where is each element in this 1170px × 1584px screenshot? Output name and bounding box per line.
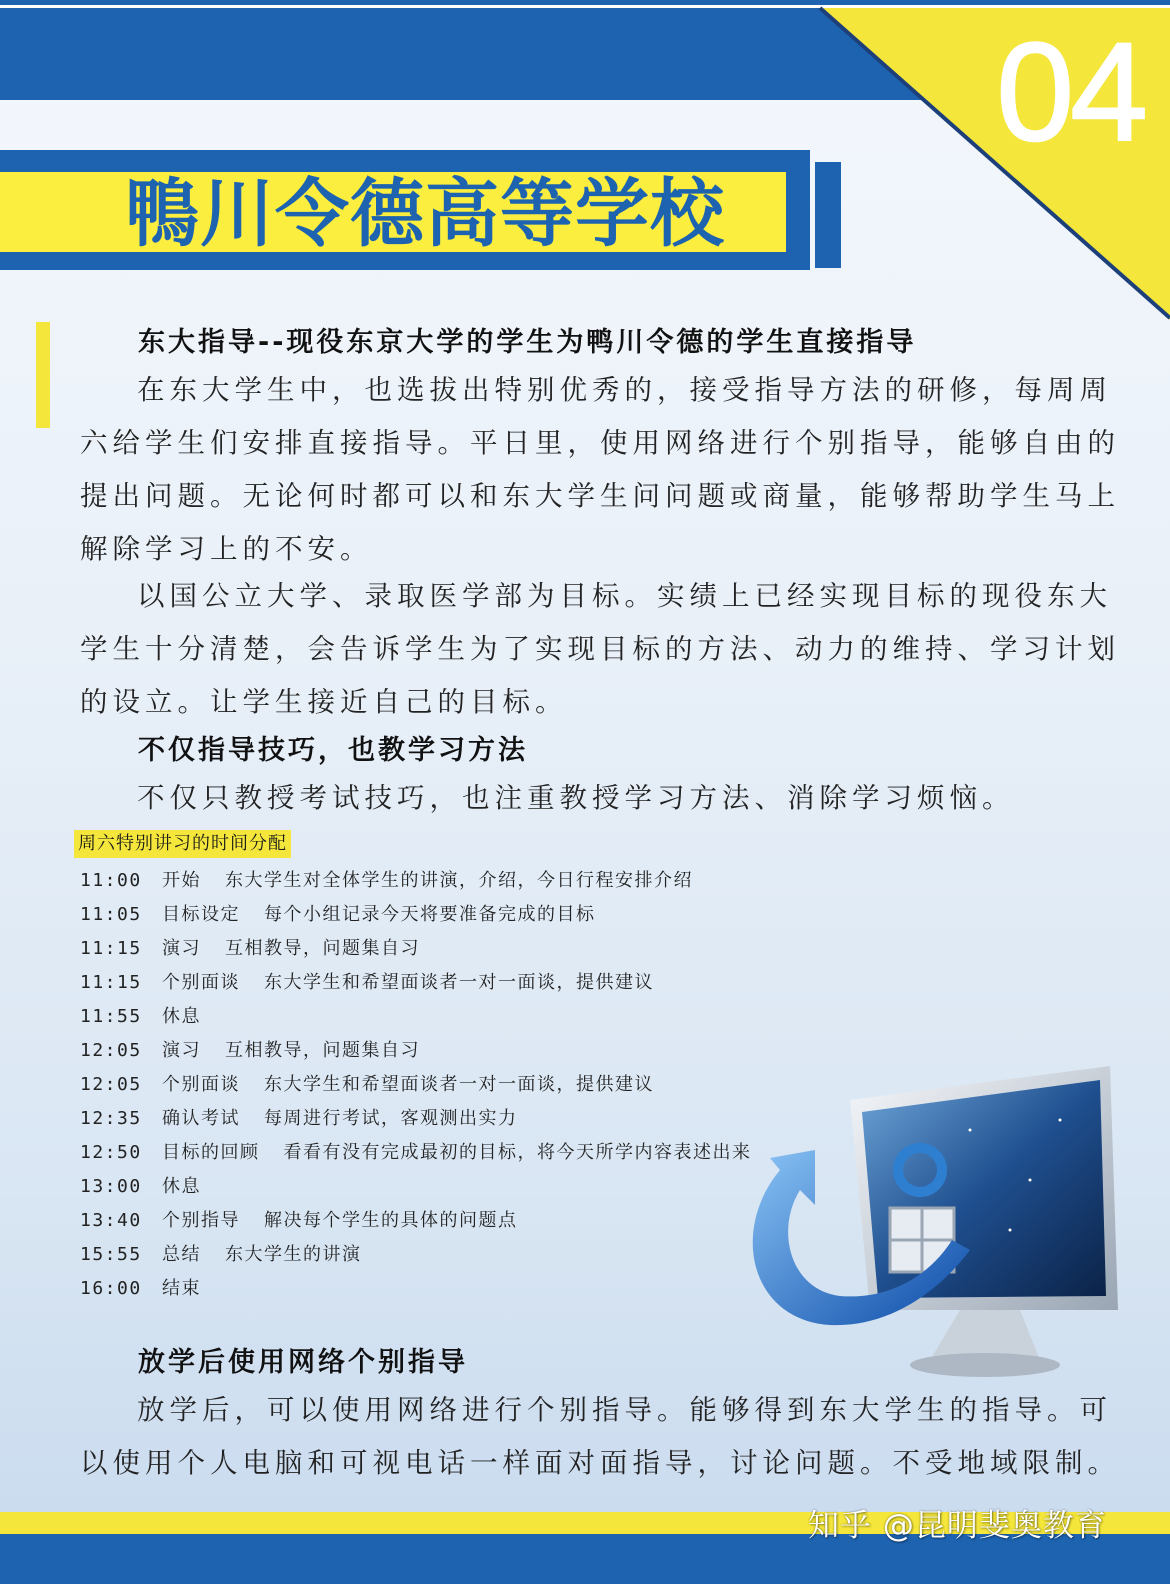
title-side-bar xyxy=(815,162,841,268)
schedule-time: 12:35 xyxy=(80,1108,142,1129)
paragraph: 放学后，可以使用网络进行个别指导。能够得到东大学生的指导。可以使用个人电脑和可视电话一样面对面指导，讨论问题。不受地域限制。 xyxy=(80,1394,1120,1479)
schedule-time: 12:05 xyxy=(80,1074,142,1095)
schedule-detail: 东大学生和希望面谈者一对一面谈，提供建议 xyxy=(264,1074,654,1095)
paragraph: 在东大学生中，也选拔出特别优秀的，接受指导方法的研修，每周周六给学生们安排直接指导。平日里，使用网络进行个别指导，能够自由的提出问题。无论何时都可以和东大学生问问题或商量，能够帮助学生马上解除学习上的不安。 xyxy=(80,374,1120,565)
schedule-activity: 开始 xyxy=(162,870,201,891)
schedule-row xyxy=(80,866,693,892)
schedule-time: 12:50 xyxy=(80,1142,142,1163)
schedule-activity: 演习 xyxy=(162,1040,201,1061)
page-number: 04 xyxy=(996,13,1144,170)
schedule-activity: 休息 xyxy=(162,1006,201,1027)
schedule-label: 周六特别讲习的时间分配 xyxy=(74,830,291,858)
schedule-time: 12:05 xyxy=(80,1040,142,1061)
schedule-activity: 休息 xyxy=(162,1176,201,1197)
schedule-row xyxy=(80,1070,654,1096)
schedule-detail: 解决每个学生的具体的问题点 xyxy=(264,1210,518,1231)
schedule-row xyxy=(80,934,420,960)
schedule-detail: 东大学生的讲演 xyxy=(225,1244,362,1265)
schedule-row xyxy=(80,1138,752,1164)
schedule-row xyxy=(80,1002,225,1028)
schedule-row xyxy=(80,1274,225,1300)
schedule-row xyxy=(80,900,596,926)
schedule-activity: 目标的回顾 xyxy=(162,1142,260,1163)
schedule-time: 11:55 xyxy=(80,1006,142,1027)
schedule-detail: 互相教导，问题集自习 xyxy=(225,1040,420,1061)
computer-monitor-illustration xyxy=(720,1060,1140,1390)
schedule-detail: 东大学生对全体学生的讲演，介绍，今日行程安排介绍 xyxy=(225,870,693,891)
section-accent-bar xyxy=(36,322,50,428)
page-title: 鴨川令德高等学校 xyxy=(125,171,725,257)
section-heading: 东大指导--现役东京大学的学生为鸭川令德的学生直接指导 xyxy=(138,327,917,358)
schedule-detail: 看看有没有完成最初的目标，将今天所学内容表述出来 xyxy=(283,1142,752,1163)
schedule-time: 11:05 xyxy=(80,904,142,925)
schedule-row xyxy=(80,1240,362,1266)
schedule-activity: 总结 xyxy=(162,1244,201,1265)
schedule-row xyxy=(80,968,654,994)
schedule-time: 11:00 xyxy=(80,870,142,891)
schedule-detail: 每周进行考试，客观测出实力 xyxy=(264,1108,518,1129)
section-heading: 放学后使用网络个别指导 xyxy=(138,1347,468,1378)
schedule-activity: 结束 xyxy=(162,1278,201,1299)
paragraph: 以国公立大学、录取医学部为目标。实绩上已经实现目标的现役东大学生十分清楚，会告诉学生为了实现目标的方法、动力的维持、学习计划的设立。让学生接近自己的目标。 xyxy=(80,580,1120,718)
schedule-time: 13:00 xyxy=(80,1176,142,1197)
schedule-activity: 演习 xyxy=(162,938,201,959)
schedule-activity: 目标设定 xyxy=(162,904,240,925)
schedule-activity: 个别面谈 xyxy=(162,1074,240,1095)
schedule-row xyxy=(80,1206,518,1232)
watermark: 知乎 @昆明斐奥教育 xyxy=(808,1508,1107,1544)
schedule-time: 15:55 xyxy=(80,1244,142,1265)
schedule-detail: 每个小组记录今天将要准备完成的目标 xyxy=(264,904,596,925)
schedule-row xyxy=(80,1036,420,1062)
schedule-time: 13:40 xyxy=(80,1210,142,1231)
section-heading: 不仅指导技巧，也教学习方法 xyxy=(138,735,528,766)
schedule-time: 11:15 xyxy=(80,972,142,993)
schedule-activity: 个别指导 xyxy=(162,1210,240,1231)
schedule-time: 16:00 xyxy=(80,1278,142,1299)
schedule-row xyxy=(80,1104,518,1130)
paragraph: 不仅只教授考试技巧，也注重教授学习方法、消除学习烦恼。 xyxy=(137,782,1015,814)
schedule-detail: 互相教导，问题集自习 xyxy=(225,938,420,959)
schedule-activity: 个别面谈 xyxy=(162,972,240,993)
schedule-row xyxy=(80,1172,225,1198)
schedule-detail: 东大学生和希望面谈者一对一面谈，提供建议 xyxy=(264,972,654,993)
schedule-time: 11:15 xyxy=(80,938,142,959)
schedule-activity: 确认考试 xyxy=(162,1108,240,1129)
